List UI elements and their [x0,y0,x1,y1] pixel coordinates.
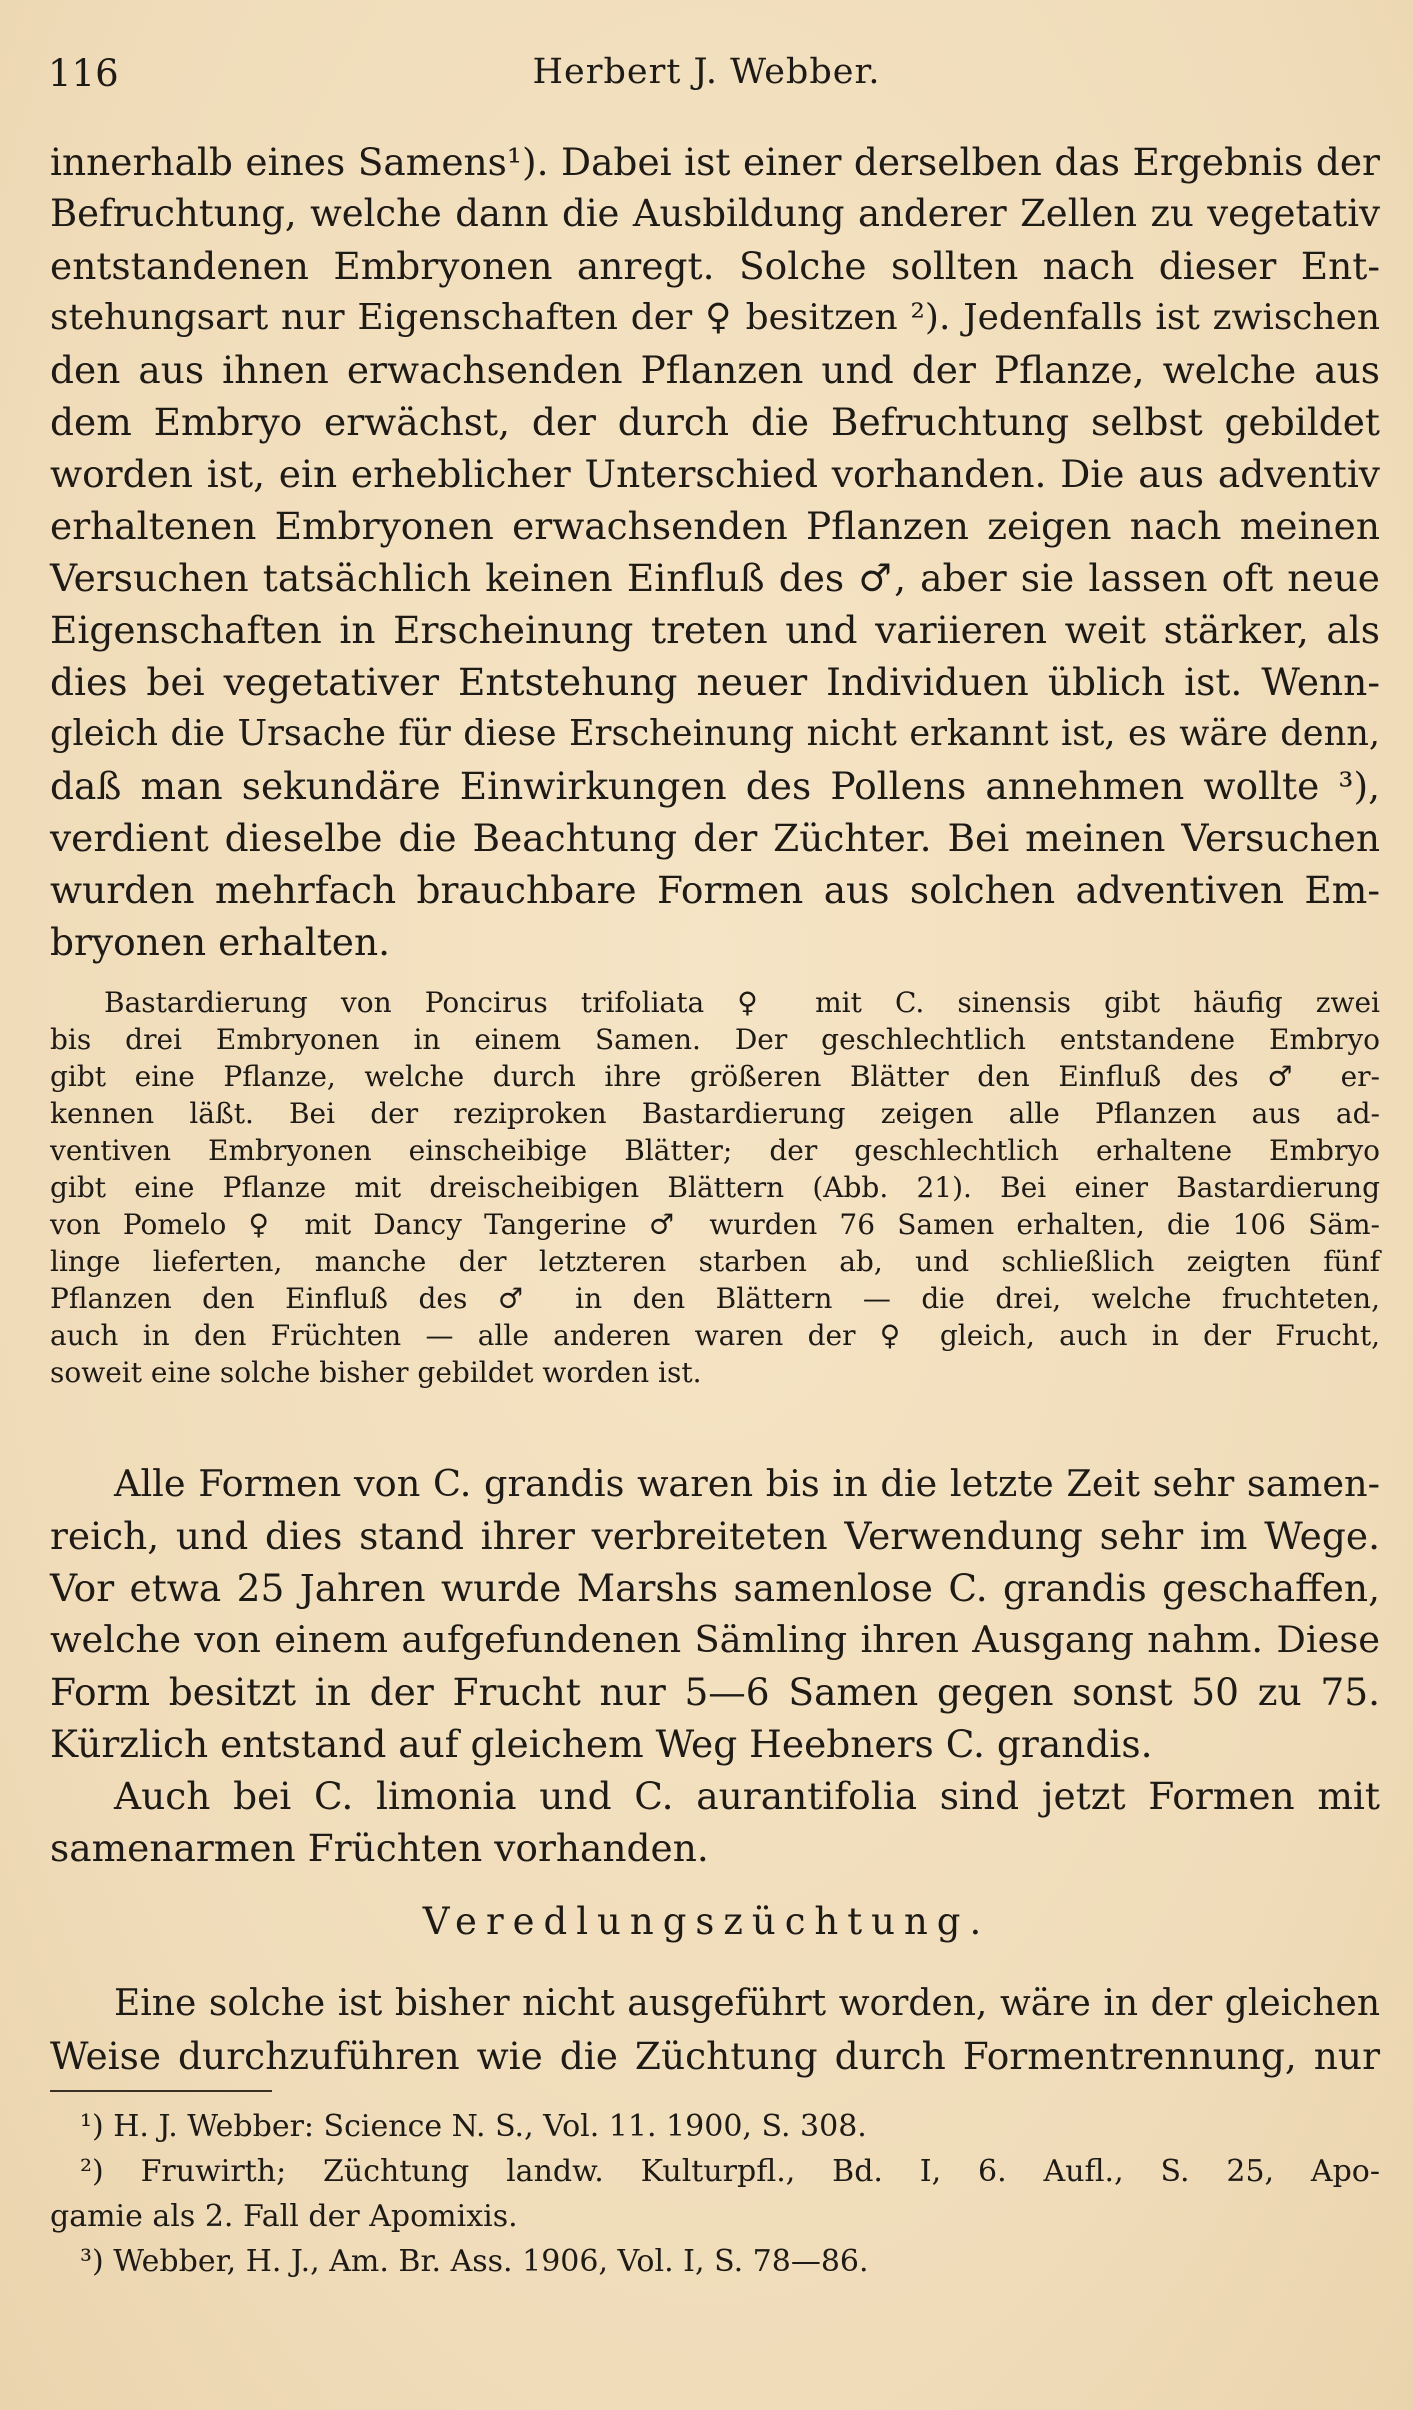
section-heading: Veredlungszüchtung. [422,1900,991,1943]
page-header [48,52,1365,102]
text-line: daß man sekundäre Einwirkungen des Pollens annehmen wollte ³), [50,764,1380,808]
text-line: Weise durchzuführen wie die Züchtung durch Formentrennung, nur [50,2034,1380,2078]
text-line: kennen läßt. Bei der reziproken Bastardierung zeigen alle Pflanzen aus ad- [50,1097,1380,1130]
text-line: bis drei Embryonen in einem Samen. Der geschlechtlich entstandene Embryo [50,1023,1380,1056]
footnote-3: ³) Webber, H. J., Am. Br. Ass. 1906, Vol. I, S. 78—86. [80,2244,869,2279]
paragraph-4 [50,1978,1380,2082]
text-line: Pflanzen den Einfluß des ♂ in den Blättern — die drei, welche fruchteten, [50,1282,1380,1315]
text-line: Auch bei C. limonia und C. aurantifolia sind jetzt Formen mit [114,1774,1380,1818]
text-line: Vor etwa 25 Jahren wurde Marshs samenlose C. grandis geschaffen, [50,1566,1380,1610]
text-line: samenarmen Früchten vorhanden. [50,1826,709,1870]
text-line: reich, und dies stand ihrer verbreiteten Verwendung sehr im Wege. [50,1514,1380,1558]
text-line: Form besitzt in der Frucht nur 5—6 Samen gegen sonst 50 zu 75. [50,1670,1380,1714]
small-print-paragraph [50,984,1380,1391]
page-number: 116 [48,52,119,95]
text-line: Befruchtung, welche dann die Ausbildung anderer Zellen zu vegetativ [50,192,1380,235]
text-line: innerhalb eines Samens¹). Dabei ist einer derselben das Ergebnis der [50,140,1380,184]
footnote-2: ²) Fruwirth; Züchtung landw. Kulturpfl., Bd. I, 6. Aufl., S. 25, Apo- [80,2154,1380,2189]
text-line: dem Embryo erwächst, der durch die Befruchtung selbst gebildet [50,400,1380,444]
text-line: Versuchen tatsächlich keinen Einfluß des ♂, aber sie lassen oft neue [50,556,1380,600]
footnote-rule [50,2090,272,2092]
text-line: Eine solche ist bisher nicht ausgeführt worden, wäre in der gleichen [114,1983,1380,2024]
text-line: Bastardierung von Poncirus trifoliata ♀ mit C. sinensis gibt häufig zwei [104,986,1380,1019]
text-line: soweit eine solche bisher gebildet worden ist. [50,1356,702,1389]
paragraph-2 [50,1458,1380,1770]
text-line: gibt eine Pflanze mit dreischeibigen Blättern (Abb. 21). Bei einer Bastardierung [50,1171,1380,1204]
text-line: gibt eine Pflanze, welche durch ihre größeren Blätter den Einfluß des ♂ er- [50,1060,1380,1093]
text-line: welche von einem aufgefundenen Sämling ihren Ausgang nahm. Diese [50,1618,1380,1661]
footnotes [50,2104,1380,2284]
text-line: bryonen erhalten. [50,920,391,964]
text-line: wurden mehrfach brauchbare Formen aus solchen adventiven Em- [50,868,1380,912]
paragraph-1 [50,136,1380,968]
text-line: ventiven Embryonen einscheibige Blätter; der geschlechtlich erhaltene Embryo [50,1134,1380,1167]
footnote-1: ¹) H. J. Webber: Science N. S., Vol. 11. 1900, S. 308. [80,2109,867,2144]
text-line: gleich die Ursache für diese Erscheinung nicht erkannt ist, es wäre denn, [50,713,1380,754]
paragraph-3 [50,1770,1380,1874]
text-line: von Pomelo ♀ mit Dancy Tangerine ♂ wurden 76 Samen erhalten, die 106 Säm- [50,1208,1380,1241]
text-line: erhaltenen Embryonen erwachsenden Pflanzen zeigen nach meinen [50,504,1380,548]
text-line: linge lieferten, manche der letzteren starben ab, und schließlich zeigten fünf [50,1245,1380,1278]
text-line: Alle Formen von C. grandis waren bis in die letzte Zeit sehr samen- [114,1462,1380,1505]
text-line: verdient dieselbe die Beachtung der Züchter. Bei meinen Versuchen [50,816,1380,860]
footnote-2-continued: gamie als 2. Fall der Apomixis. [50,2199,518,2234]
text-line: dies bei vegetativer Entstehung neuer Individuen üblich ist. Wenn- [50,660,1380,704]
running-head: Herbert J. Webber. [532,52,881,92]
text-line: Eigenschaften in Erscheinung treten und variieren weit stärker, als [50,608,1380,652]
text-line: stehungsart nur Eigenschaften der ♀ besitzen ²). Jedenfalls ist zwischen [50,297,1380,338]
text-line: den aus ihnen erwachsenden Pflanzen und der Pflanze, welche aus [50,348,1380,392]
text-line: worden ist, ein erheblicher Unterschied vorhanden. Die aus adventiv [50,452,1380,496]
text-line: auch in den Früchten — alle anderen waren der ♀ gleich, auch in der Frucht, [50,1319,1380,1352]
text-line: Kürzlich entstand auf gleichem Weg Heebners C. grandis. [50,1722,1153,1766]
text-line: entstandenen Embryonen anregt. Solche sollten nach dieser Ent- [50,244,1380,288]
